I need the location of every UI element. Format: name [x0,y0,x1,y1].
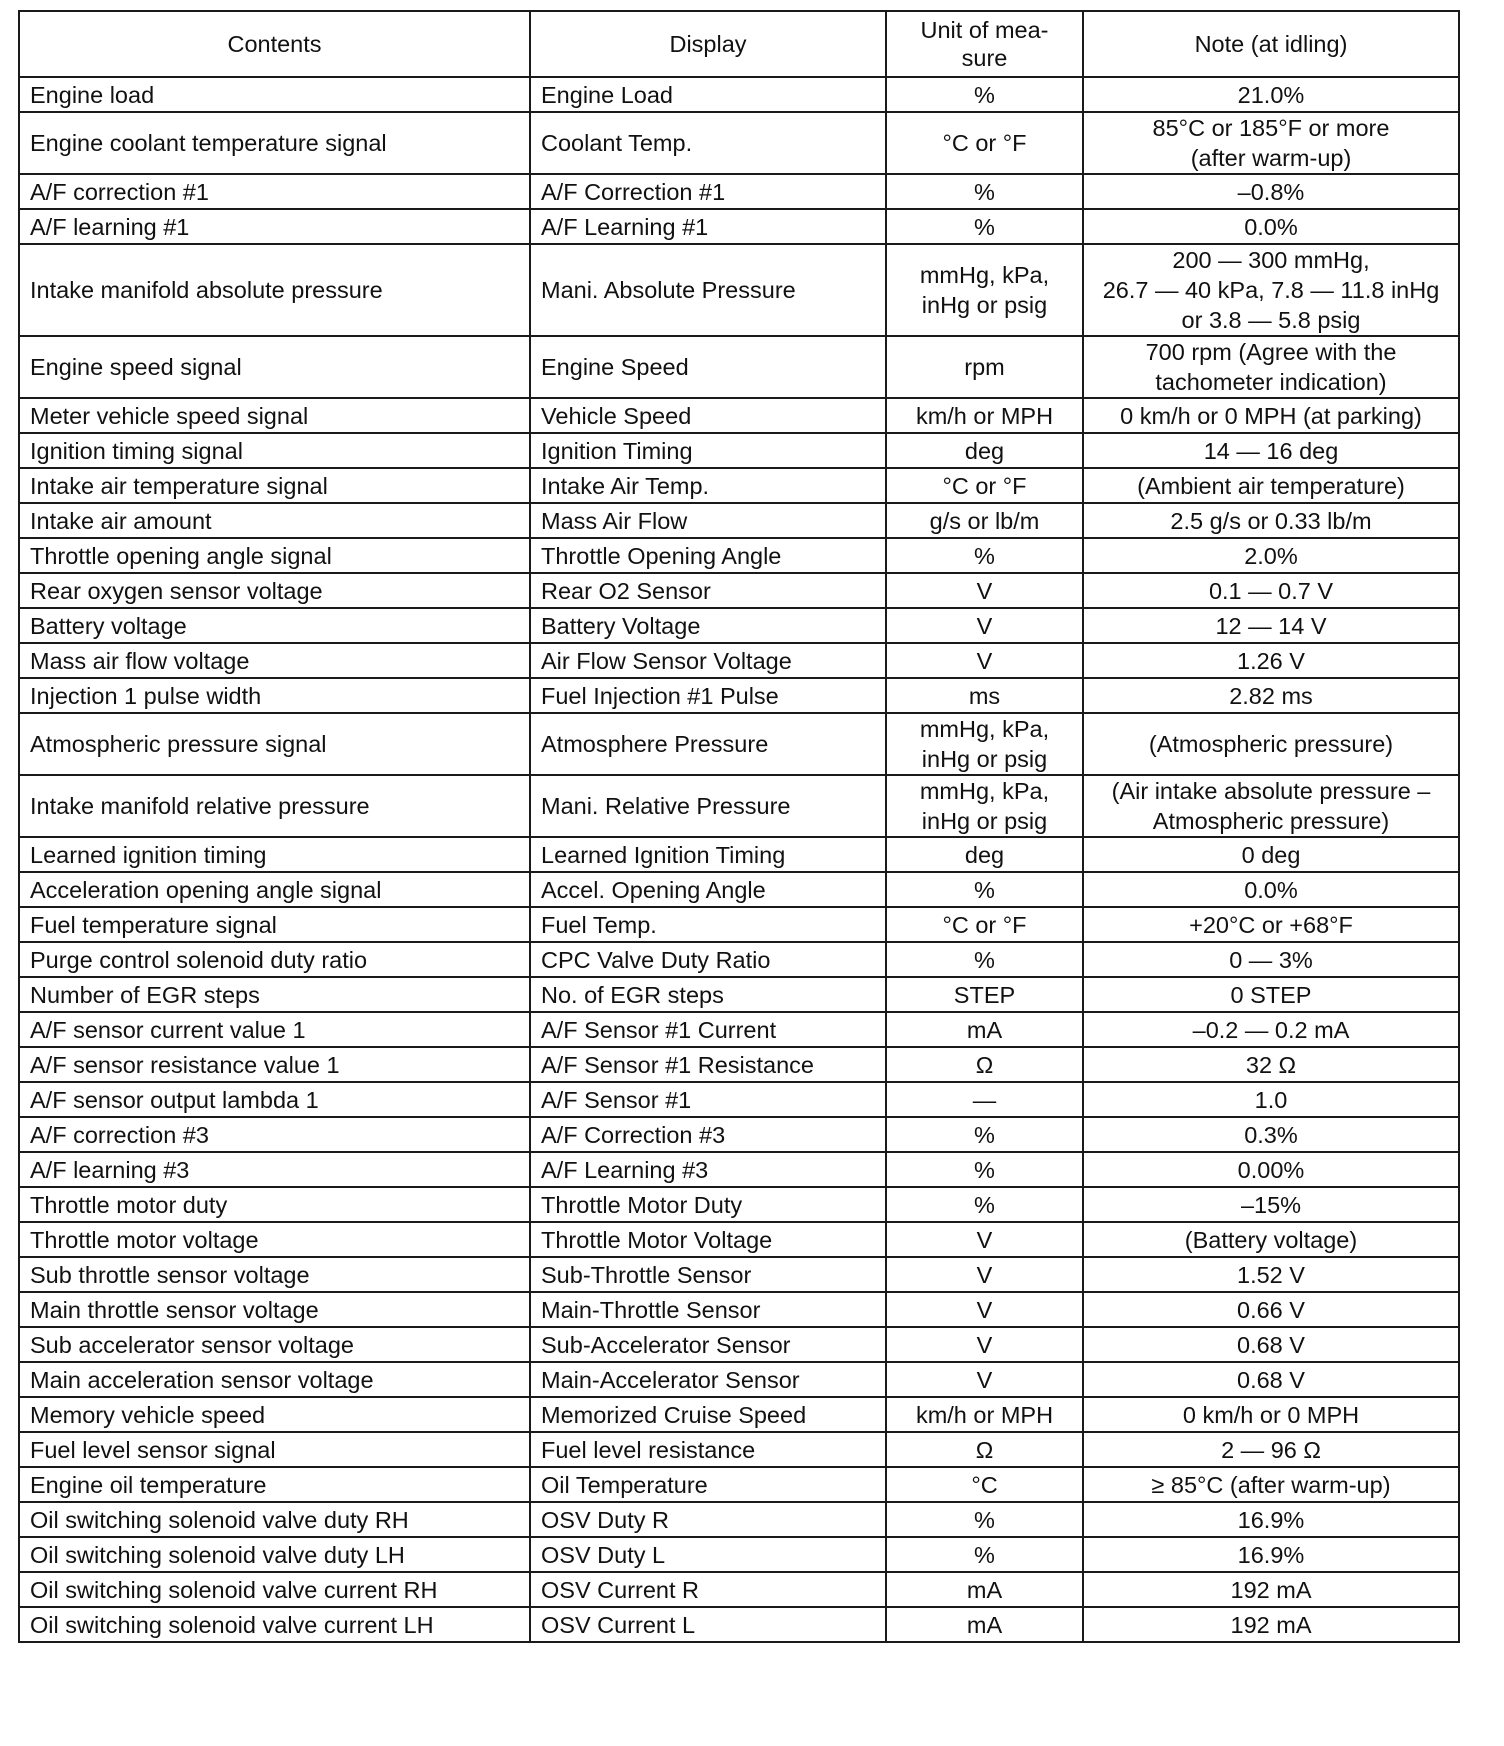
cell-display: Rear O2 Sensor [530,573,886,608]
cell-note [1083,678,1459,713]
cell-unit [886,1187,1083,1222]
cell-note [1083,433,1459,468]
cell-unit [886,398,1083,433]
cell-note [1083,1607,1459,1642]
table-row [19,1572,1459,1607]
cell-note-line: –0.8% [1237,178,1305,205]
table-row [19,209,1459,244]
cell-unit-line: °C or °F [942,911,1027,938]
table-row [19,468,1459,503]
cell-display: Learned Ignition Timing [530,837,886,872]
cell-note [1083,775,1459,837]
cell-note-line: 0 km/h or 0 MPH [1182,1401,1360,1428]
cell-note-line: 26.7 — 40 kPa, 7.8 — 11.8 inHg [1102,277,1440,303]
cell-display: Intake Air Temp. [530,468,886,503]
cell-note [1083,1292,1459,1327]
cell-note-line: 0.68 V [1237,1366,1305,1393]
table-row [19,775,1459,837]
cell-display: Sub-Throttle Sensor [530,1257,886,1292]
cell-unit [886,775,1083,837]
cell-display: OSV Duty L [530,1537,886,1572]
cell-unit-line: V [976,1261,993,1288]
cell-display: Memorized Cruise Speed [530,1397,886,1432]
cell-unit [886,1467,1083,1502]
cell-note [1083,942,1459,977]
cell-display: A/F Sensor #1 Current [530,1012,886,1047]
cell-note [1083,837,1459,872]
cell-unit-line: inHg or psig [921,808,1048,834]
cell-note-line: 0 deg [1241,841,1301,868]
cell-display: A/F Sensor #1 Resistance [530,1047,886,1082]
cell-unit [886,468,1083,503]
cell-contents: Fuel level sensor signal [19,1432,530,1467]
cell-unit-line: % [974,946,995,973]
cell-contents: Intake air amount [19,503,530,538]
cell-note [1083,1537,1459,1572]
cell-unit-line: V [976,1366,993,1393]
cell-note-line: –0.2 — 0.2 mA [1192,1016,1350,1043]
cell-unit [886,608,1083,643]
cell-unit-line: °C or °F [942,130,1027,156]
cell-unit [886,643,1083,678]
cell-unit-line: V [976,647,993,674]
cell-unit-line: % [974,213,995,240]
cell-note [1083,1327,1459,1362]
cell-unit-line: °C [971,1471,998,1498]
cell-display: Oil Temperature [530,1467,886,1502]
cell-contents: A/F sensor resistance value 1 [19,1047,530,1082]
cell-unit [886,1432,1083,1467]
cell-note-line: (after warm-up) [1190,145,1352,171]
cell-note [1083,872,1459,907]
table-row [19,1327,1459,1362]
cell-unit [886,977,1083,1012]
table-row [19,872,1459,907]
table-row [19,977,1459,1012]
header-note: Note (at idling) [1083,11,1459,77]
table-row [19,713,1459,775]
cell-contents: Memory vehicle speed [19,1397,530,1432]
cell-note-line: –15% [1240,1191,1302,1218]
cell-unit [886,112,1083,174]
cell-unit [886,1537,1083,1572]
cell-note [1083,1502,1459,1537]
cell-contents: Sub accelerator sensor voltage [19,1327,530,1362]
cell-unit-line: inHg or psig [921,292,1048,318]
cell-display: Throttle Motor Duty [530,1187,886,1222]
cell-note [1083,1012,1459,1047]
cell-note [1083,1362,1459,1397]
cell-display: No. of EGR steps [530,977,886,1012]
cell-display: Battery Voltage [530,608,886,643]
table-row [19,1047,1459,1082]
cell-note-line: 2 — 96 Ω [1221,1436,1321,1463]
cell-unit-line: — [972,1086,997,1113]
cell-note [1083,1572,1459,1607]
cell-contents: Oil switching solenoid valve duty LH [19,1537,530,1572]
cell-display: A/F Sensor #1 [530,1082,886,1117]
cell-note-line: 0.66 V [1237,1296,1305,1323]
cell-unit-line: % [974,1156,995,1183]
cell-unit [886,1012,1083,1047]
cell-display: OSV Duty R [530,1502,886,1537]
cell-note [1083,1047,1459,1082]
cell-note [1083,1152,1459,1187]
table-row [19,837,1459,872]
cell-display: CPC Valve Duty Ratio [530,942,886,977]
cell-unit-line: km/h or MPH [915,402,1054,429]
cell-note [1083,713,1459,775]
table-row [19,907,1459,942]
cell-unit [886,573,1083,608]
cell-unit [886,907,1083,942]
cell-note [1083,643,1459,678]
cell-note-line: 0.3% [1244,1121,1298,1148]
table-row [19,1117,1459,1152]
cell-display: A/F Correction #1 [530,174,886,209]
cell-display: Fuel level resistance [530,1432,886,1467]
cell-note [1083,112,1459,174]
table-row [19,942,1459,977]
table-row [19,538,1459,573]
cell-contents: Battery voltage [19,608,530,643]
cell-note-line: +20°C or +68°F [1189,911,1353,938]
cell-contents: Rear oxygen sensor voltage [19,573,530,608]
table-row [19,573,1459,608]
table-row [19,1467,1459,1502]
cell-unit [886,174,1083,209]
cell-note [1083,1187,1459,1222]
cell-unit [886,837,1083,872]
cell-contents: Main acceleration sensor voltage [19,1362,530,1397]
cell-note [1083,977,1459,1012]
table-row [19,1502,1459,1537]
cell-display: Sub-Accelerator Sensor [530,1327,886,1362]
cell-contents: Injection 1 pulse width [19,678,530,713]
cell-note-line: 21.0% [1237,81,1305,108]
cell-note [1083,1257,1459,1292]
cell-unit [886,678,1083,713]
table-row [19,1257,1459,1292]
cell-unit-line: V [976,577,993,604]
cell-contents: Throttle motor voltage [19,1222,530,1257]
cell-note-line: 0.1 — 0.7 V [1208,577,1334,604]
header-unit: Unit of mea- sure [886,11,1083,77]
cell-note [1083,1432,1459,1467]
cell-note [1083,1082,1459,1117]
cell-unit [886,1222,1083,1257]
cell-unit-line: STEP [953,981,1016,1008]
header-display: Display [530,11,886,77]
cell-contents: Meter vehicle speed signal [19,398,530,433]
cell-unit-line: mmHg, kPa, [919,716,1050,742]
cell-note [1083,77,1459,112]
cell-contents: A/F sensor output lambda 1 [19,1082,530,1117]
cell-note [1083,336,1459,398]
cell-display: OSV Current R [530,1572,886,1607]
cell-display: Air Flow Sensor Voltage [530,643,886,678]
table-row [19,1222,1459,1257]
cell-note [1083,174,1459,209]
cell-display: Fuel Injection #1 Pulse [530,678,886,713]
table-row [19,643,1459,678]
table-row [19,1397,1459,1432]
cell-unit [886,872,1083,907]
table-row [19,1082,1459,1117]
cell-unit [886,1047,1083,1082]
cell-note-line: 2.5 g/s or 0.33 lb/m [1170,507,1372,534]
cell-display: A/F Correction #3 [530,1117,886,1152]
cell-note-line: 16.9% [1237,1541,1305,1568]
cell-contents: Engine oil temperature [19,1467,530,1502]
cell-unit [886,244,1083,336]
table-row [19,336,1459,398]
cell-unit [886,503,1083,538]
cell-contents: A/F learning #3 [19,1152,530,1187]
data-table [18,10,1460,1643]
cell-unit-line: % [974,542,995,569]
cell-unit-line: inHg or psig [921,746,1048,772]
cell-unit [886,433,1083,468]
cell-unit-line: °C or °F [942,472,1027,499]
cell-note-line: 0 km/h or 0 MPH (at parking) [1120,402,1422,429]
table-row [19,433,1459,468]
cell-contents: A/F learning #1 [19,209,530,244]
cell-note-line: 0.68 V [1237,1331,1305,1358]
cell-unit [886,77,1083,112]
cell-contents: Acceleration opening angle signal [19,872,530,907]
cell-unit-line: V [976,612,993,639]
cell-unit-line: % [974,178,995,205]
header-contents: Contents [19,11,530,77]
table-row [19,398,1459,433]
cell-display: Ignition Timing [530,433,886,468]
cell-display: Throttle Opening Angle [530,538,886,573]
cell-display: A/F Learning #3 [530,1152,886,1187]
cell-note-line: (Battery voltage) [1184,1226,1358,1253]
cell-unit [886,1327,1083,1362]
cell-unit [886,1397,1083,1432]
cell-note [1083,398,1459,433]
cell-note-line: 16.9% [1237,1506,1305,1533]
cell-unit-line: km/h or MPH [915,1401,1054,1428]
cell-note-line: 32 Ω [1245,1051,1297,1078]
cell-unit-line: Ω [975,1051,994,1078]
cell-note-line: or 3.8 — 5.8 psig [1181,307,1361,333]
cell-contents: Sub throttle sensor voltage [19,1257,530,1292]
cell-note [1083,538,1459,573]
cell-display: Mani. Relative Pressure [530,775,886,837]
cell-display: Throttle Motor Voltage [530,1222,886,1257]
cell-note-line: 192 mA [1230,1576,1312,1603]
cell-note-line: 192 mA [1230,1611,1312,1638]
cell-note [1083,468,1459,503]
cell-note-line: 1.26 V [1237,647,1305,674]
cell-unit-line: % [974,1191,995,1218]
cell-unit [886,713,1083,775]
table-row [19,1537,1459,1572]
cell-contents: A/F sensor current value 1 [19,1012,530,1047]
cell-note [1083,1117,1459,1152]
cell-note [1083,573,1459,608]
cell-display: Engine Load [530,77,886,112]
cell-contents: Oil switching solenoid valve duty RH [19,1502,530,1537]
cell-note-line: 0.00% [1237,1156,1305,1183]
cell-unit-line: % [974,81,995,108]
table-row [19,1187,1459,1222]
table-row [19,77,1459,112]
table-row [19,1012,1459,1047]
cell-display: OSV Current L [530,1607,886,1642]
table-row [19,608,1459,643]
cell-contents: A/F correction #3 [19,1117,530,1152]
cell-unit [886,1082,1083,1117]
table-row [19,112,1459,174]
cell-contents: Atmospheric pressure signal [19,713,530,775]
cell-unit-line: mA [966,1016,1003,1043]
cell-note-line: Atmospheric pressure) [1152,808,1390,834]
cell-unit [886,1607,1083,1642]
cell-contents: Fuel temperature signal [19,907,530,942]
cell-display: Engine Speed [530,336,886,398]
cell-display: Mani. Absolute Pressure [530,244,886,336]
cell-note-line: (Air intake absolute pressure – [1111,778,1431,804]
cell-contents: Ignition timing signal [19,433,530,468]
cell-note [1083,608,1459,643]
cell-contents: Engine speed signal [19,336,530,398]
cell-note-line: 14 — 16 deg [1203,437,1339,464]
cell-contents: Oil switching solenoid valve current LH [19,1607,530,1642]
table-row [19,1607,1459,1642]
cell-unit-line: % [974,876,995,903]
cell-note-line: 12 — 14 V [1215,612,1327,639]
cell-note [1083,209,1459,244]
cell-unit-line: mA [966,1611,1003,1638]
table-row [19,1292,1459,1327]
cell-contents: Engine load [19,77,530,112]
cell-unit [886,1117,1083,1152]
cell-unit-line: deg [964,841,1005,868]
cell-unit [886,1572,1083,1607]
cell-display: Main-Throttle Sensor [530,1292,886,1327]
cell-contents: Engine coolant temperature signal [19,112,530,174]
cell-unit-line: V [976,1296,993,1323]
cell-display: Vehicle Speed [530,398,886,433]
cell-unit-line: rpm [964,354,1005,380]
table-row [19,678,1459,713]
cell-display: Main-Accelerator Sensor [530,1362,886,1397]
cell-note-line: 2.82 ms [1229,682,1313,709]
cell-unit [886,1257,1083,1292]
cell-contents: Throttle opening angle signal [19,538,530,573]
table-row [19,1152,1459,1187]
cell-unit-line: mmHg, kPa, [919,262,1050,288]
cell-note-line: 85°C or 185°F or more [1152,115,1390,141]
cell-unit-line: V [976,1331,993,1358]
cell-unit-line: g/s or lb/m [929,507,1040,534]
table-row [19,1432,1459,1467]
cell-display: A/F Learning #1 [530,209,886,244]
table-row [19,244,1459,336]
cell-unit-line: % [974,1541,995,1568]
cell-note [1083,1397,1459,1432]
cell-contents: Purge control solenoid duty ratio [19,942,530,977]
cell-note [1083,1222,1459,1257]
table-row [19,1362,1459,1397]
cell-note-line: 700 rpm (Agree with the [1145,339,1397,365]
cell-note-line: 2.0% [1244,542,1298,569]
cell-display: Coolant Temp. [530,112,886,174]
cell-note-line: tachometer indication) [1155,369,1387,395]
cell-contents: A/F correction #1 [19,174,530,209]
cell-unit [886,1292,1083,1327]
header-row [19,11,1459,77]
cell-unit-line: mmHg, kPa, [919,778,1050,804]
cell-note [1083,503,1459,538]
cell-note [1083,244,1459,336]
cell-note-line: 1.0 [1254,1086,1288,1113]
cell-unit [886,1152,1083,1187]
cell-display: Fuel Temp. [530,907,886,942]
cell-note [1083,907,1459,942]
cell-contents: Intake manifold relative pressure [19,775,530,837]
cell-note-line: 0 STEP [1230,981,1312,1008]
cell-unit [886,336,1083,398]
cell-unit-line: deg [964,437,1005,464]
cell-unit [886,1502,1083,1537]
cell-unit-line: Ω [975,1436,994,1463]
cell-unit [886,942,1083,977]
cell-unit-line: ms [968,682,1001,709]
cell-contents: Throttle motor duty [19,1187,530,1222]
cell-unit-line: V [976,1226,993,1253]
cell-unit-line: % [974,1506,995,1533]
table-row [19,174,1459,209]
cell-contents: Mass air flow voltage [19,643,530,678]
cell-unit-line: mA [966,1576,1003,1603]
table-row [19,503,1459,538]
cell-note-line: 200 — 300 mmHg, [1172,247,1370,273]
cell-contents: Intake air temperature signal [19,468,530,503]
cell-unit [886,538,1083,573]
cell-note [1083,1467,1459,1502]
cell-unit [886,1362,1083,1397]
cell-note-line: 0.0% [1244,213,1298,240]
cell-contents: Oil switching solenoid valve current RH [19,1572,530,1607]
cell-contents: Intake manifold absolute pressure [19,244,530,336]
cell-unit [886,209,1083,244]
cell-note-line: 0.0% [1244,876,1298,903]
cell-contents: Number of EGR steps [19,977,530,1012]
cell-display: Atmosphere Pressure [530,713,886,775]
cell-note-line: 0 — 3% [1229,946,1313,973]
cell-note-line: 1.52 V [1237,1261,1305,1288]
cell-display: Accel. Opening Angle [530,872,886,907]
cell-contents: Main throttle sensor voltage [19,1292,530,1327]
cell-note-line: (Ambient air temperature) [1137,472,1405,499]
cell-note-line: ≥ 85°C (after warm-up) [1151,1471,1391,1498]
cell-note-line: (Atmospheric pressure) [1148,731,1394,757]
cell-display: Mass Air Flow [530,503,886,538]
cell-contents: Learned ignition timing [19,837,530,872]
cell-unit-line: % [974,1121,995,1148]
table-body [19,77,1459,1642]
